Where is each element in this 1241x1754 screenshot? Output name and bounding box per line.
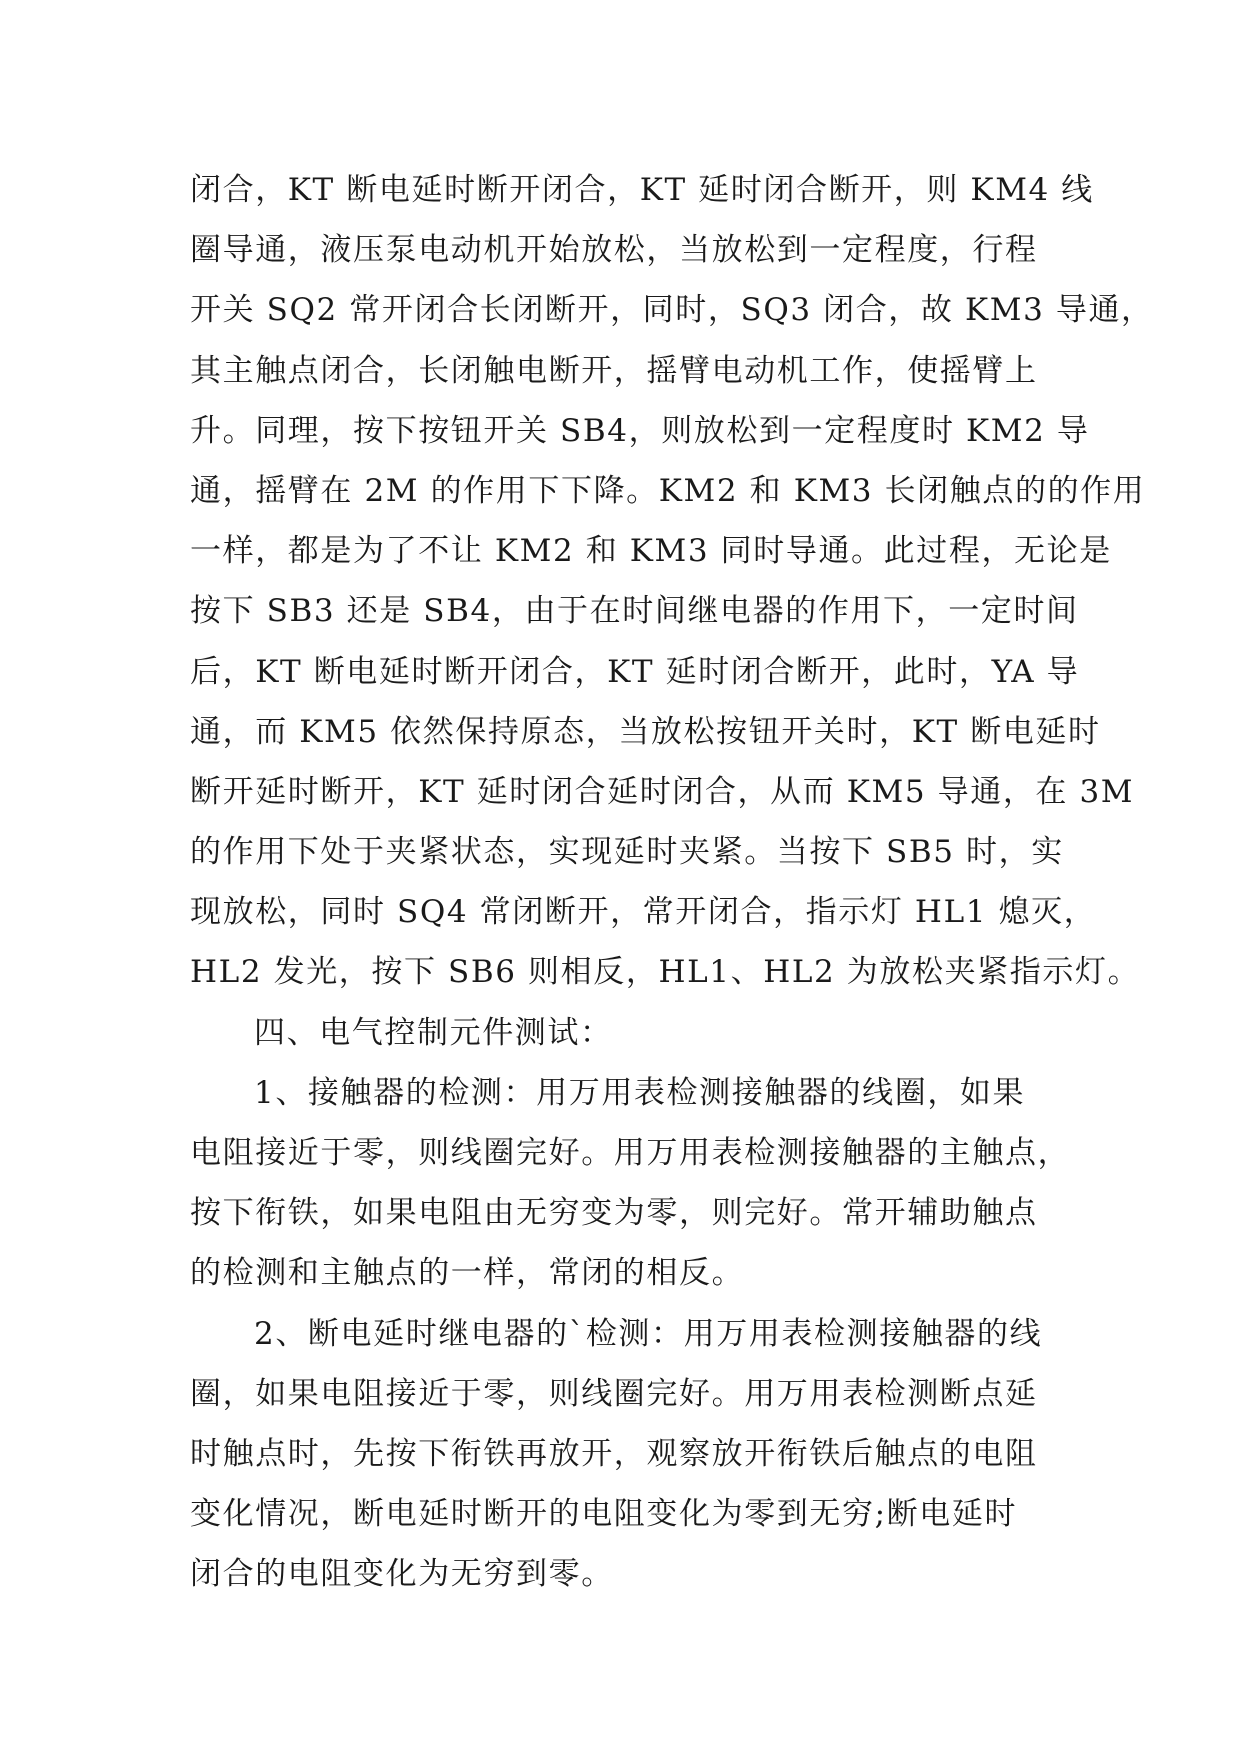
text-line: 按下衔铁，如果电阻由无穷变为零，则完好。常开辅助触点 <box>190 1195 1038 1232</box>
text-line: 后，KT 断电延时断开闭合，KT 延时闭合断开，此时，YA 导 <box>190 653 1080 690</box>
text-line: 断开延时断开，KT 延时闭合延时闭合，从而 KM5 导通，在 3M <box>190 773 1135 810</box>
text-line: 电阻接近于零，则线圈完好。用万用表检测接触器的主触点， <box>190 1135 1071 1171</box>
text-line: 时触点时，先按下衔铁再放开，观察放开衔铁后触点的电阻 <box>190 1435 1038 1472</box>
text-line: 升。同理，按下按钮开关 SB4，则放松到一定程度时 KM2 导 <box>190 412 1090 449</box>
text-line: 通，摇臂在 2M 的作用下下降。KM2 和 KM3 长闭触点的的作用 <box>190 472 1146 509</box>
text-line: 圈导通，液压泵电动机开始放松，当放松到一定程度，行程 <box>190 232 1038 269</box>
section-heading: 四、电气控制元件测试： <box>254 1014 613 1051</box>
text-line: 现放松，同时 SQ4 常闭断开，常开闭合，指示灯 HL1 熄灭， <box>190 894 1097 931</box>
text-line: HL2 发光，按下 SB6 则相反，HL1、HL2 为放松夹紧指示灯。 <box>190 954 1141 991</box>
body-text <box>190 160 1154 1605</box>
text-line: 开关 SQ2 常开闭合长闭断开，同时，SQ3 闭合，故 KM3 导通， <box>190 292 1154 329</box>
text-line: 其主触点闭合，长闭触电断开，摇臂电动机工作，使摇臂上 <box>190 352 1038 389</box>
text-line: 一样，都是为了不让 KM2 和 KM3 同时导通。此过程，无论是 <box>190 533 1112 570</box>
text-line: 变化情况，断电延时断开的电阻变化为零到无穷;断电延时 <box>190 1496 1018 1533</box>
text-line: 按下 SB3 还是 SB4，由于在时间继电器的作用下，一定时间 <box>190 593 1079 630</box>
text-line: 闭合的电阻变化为无穷到零。 <box>190 1556 614 1593</box>
text-line: 的作用下处于夹紧状态，实现延时夹紧。当按下 SB5 时，实 <box>190 834 1064 871</box>
text-line: 的检测和主触点的一样，常闭的相反。 <box>190 1255 745 1292</box>
paragraph-start: 1、接触器的检测：用万用表检测接触器的线圈，如果 <box>254 1074 1026 1111</box>
text-line: 闭合，KT 断电延时断开闭合，KT 延时闭合断开，则 KM4 线 <box>190 172 1094 208</box>
text-line: 圈，如果电阻接近于零，则线圈完好。用万用表检测断点延 <box>190 1375 1038 1412</box>
text-line: 通，而 KM5 依然保持原态，当放松按钮开关时，KT 断电延时 <box>190 713 1101 750</box>
paragraph-start: 2、断电延时继电器的`检测：用万用表检测接触器的线 <box>254 1315 1043 1352</box>
